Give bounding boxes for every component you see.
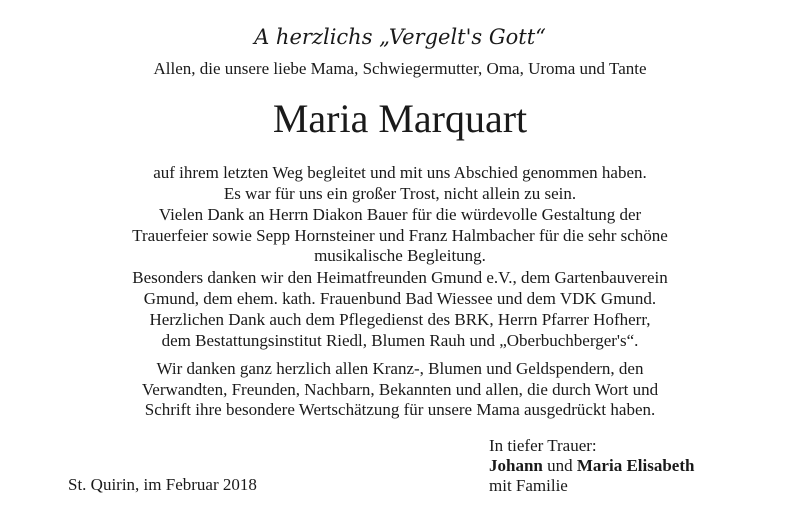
paragraph-thanks-services	[0, 310, 800, 351]
thanks-heading: A herzlichs „Vergelt's Gott“	[254, 25, 546, 49]
paragraph-thanks-ceremony	[0, 205, 800, 267]
paragraph-thanks-donors	[0, 359, 800, 421]
signature-block	[489, 436, 694, 496]
text-line: Gmund, dem ehem. kath. Frauenbund Bad Wiessee und dem VDK Gmund.	[143, 288, 657, 308]
text-line: musikalische Begleitung.	[314, 246, 486, 265]
signature-intro: In tiefer Trauer:	[489, 436, 597, 455]
place-date: St. Quirin, im Februar 2018	[68, 475, 257, 494]
signature-family: mit Familie	[489, 476, 568, 495]
text-line: Es war für uns ein großer Trost, nicht allein zu sein.	[223, 183, 577, 203]
text-line: auf ihrem letzten Weg begleitet und mit uns Abschied genommen haben.	[153, 163, 647, 182]
intro-line: Allen, die unsere liebe Mama, Schwiegermutter, Oma, Uroma und Tante	[153, 59, 647, 78]
signature-name-johann: Johann	[489, 456, 543, 475]
signature-name-maria-elisabeth: Maria Elisabeth	[576, 456, 695, 475]
signature-names	[489, 456, 694, 476]
text-line: Herzlichen Dank auch dem Pflegedienst des BRK, Herrn Pfarrer Hofherr,	[149, 310, 651, 329]
text-line: Verwandten, Freunden, Nachbarn, Bekannten und allen, die durch Wort und	[141, 379, 659, 399]
text-line: Besonders danken wir den Heimatfreunden Gmund e.V., dem Gartenbauverein	[132, 268, 668, 287]
paragraph-farewell	[0, 163, 800, 204]
text-line: Trauerfeier sowie Sepp Hornsteiner und Franz Halmbacher für die sehr schöne	[132, 225, 668, 245]
signature-conjunction: und	[547, 456, 573, 475]
text-line: dem Bestattungsinstitut Riedl, Blumen Rauh und „Oberbuchberger's“.	[161, 330, 639, 350]
text-line: Schrift ihre besondere Wertschätzung für unsere Mama ausgedrückt haben.	[144, 400, 656, 419]
text-line: Vielen Dank an Herrn Diakon Bauer für die würdevolle Gestaltung der	[158, 205, 642, 224]
paragraph-thanks-associations	[0, 268, 800, 309]
text-line: Wir danken ganz herzlich allen Kranz-, Blumen und Geldspendern, den	[156, 359, 644, 378]
deceased-name: Maria Marquart	[272, 96, 528, 141]
